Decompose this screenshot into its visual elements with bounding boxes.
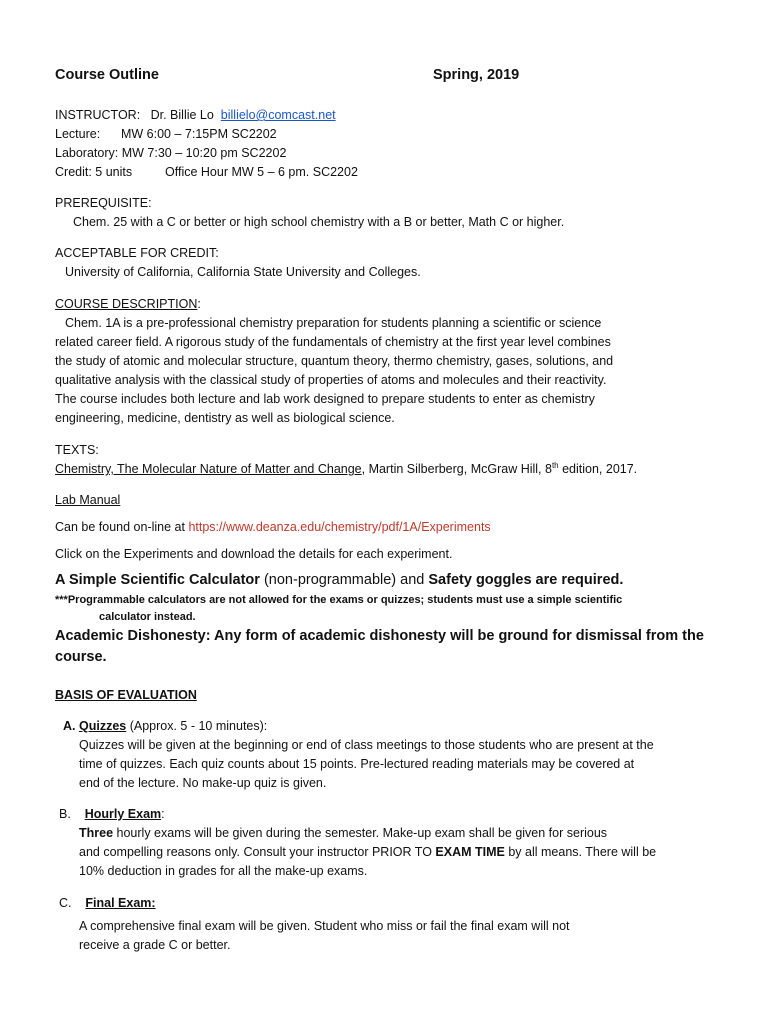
quizzes-line: Quizzes will be given at the beginning or end of class meetings to those students who are present at the <box>79 738 654 752</box>
acceptable-credit-heading: ACCEPTABLE FOR CREDIT <box>55 246 216 260</box>
prerequisite-text: Chem. 25 with a C or better or high school chemistry with a B or better, Math C or higher. <box>73 215 565 229</box>
hourly-exam-line <box>55 843 730 862</box>
dishonesty-text: : Any form of academic dishonesty will be ground for dismissal from the <box>205 628 704 644</box>
final-exam-section <box>55 894 730 955</box>
office-hour: Office Hour MW 5 – 6 pm. SC2202 <box>165 165 358 179</box>
experiments-note: Click on the Experiments and download the details for each experiment. <box>55 547 453 561</box>
textbook-edition: edition, 2017. <box>558 462 638 476</box>
hourly-exam-line: 10% deduction in grades for all the make-up exams. <box>79 864 368 878</box>
lecture-value: MW 6:00 – 7:15PM SC2202 <box>121 127 277 141</box>
quizzes-line: time of quizzes. Each quiz counts about 15 points. Pre-lectured reading materials may be covered at <box>79 757 635 771</box>
goggles-required: Safety goggles are required. <box>428 572 624 588</box>
course-info <box>55 106 730 182</box>
term-label: Spring, 2019 <box>433 67 520 83</box>
texts-section: TEXTS: Chemistry, The Molecular Nature of Matter and Change, Martin Silberberg, McGraw Hill, 8th edition, 2017. <box>55 441 730 479</box>
lab-manual-section <box>55 491 730 510</box>
instructor-name: Dr. Billie Lo <box>150 108 214 122</box>
dishonesty-text-end: course. <box>55 649 107 665</box>
calculator-title: A Simple Scientific Calculator <box>55 572 260 588</box>
description-line: engineering, medicine, dentistry as well as biological science. <box>55 411 395 425</box>
lab-label: Laboratory: <box>55 146 119 160</box>
final-exam-line: A comprehensive final exam will be given. Student who miss or fail the final exam will not <box>79 919 570 933</box>
hourly-exam-text: hourly exams will be given during the semester. Make-up exam shall be given for serious <box>113 826 608 840</box>
hourly-exam-marker: B. <box>59 807 71 821</box>
evaluation-heading-block <box>55 686 730 705</box>
lab-value: MW 7:30 – 10:20 pm SC2202 <box>121 146 287 160</box>
quizzes-title: Quizzes <box>78 719 127 733</box>
description-line: the study of atomic and molecular structure, quantum theory, thermo chemistry, gases, solutions, and <box>55 354 614 368</box>
description-line: The course includes both lecture and lab work designed to prepare students to enter as chemistry <box>55 392 595 406</box>
lab-manual-heading: Lab Manual <box>55 493 121 507</box>
prerequisite-heading: PREREQUISITE <box>55 196 149 210</box>
calculator-normal: (non-programmable) and <box>259 572 429 588</box>
description-line: qualitative analysis with the classical study of properties of atoms and molecules and their reactivity. <box>55 373 607 387</box>
description-line: related career field. A rigorous study of the fundamentals of chemistry at the first year level combines <box>55 335 611 349</box>
textbook-author: , Martin Silberberg, McGraw Hill, 8 <box>361 462 552 476</box>
hourly-exam-text: and compelling reasons only. Consult your instructor PRIOR TO <box>79 845 436 859</box>
prerequisite-section: PREREQUISITE: Chem. 25 with a C or better or high school chemistry with a B or better, Math C or higher. <box>55 194 730 232</box>
evaluation-heading: BASIS OF EVALUATION <box>55 688 197 702</box>
quizzes-section <box>55 717 730 793</box>
description-line: Chem. 1A is a pre-professional chemistry preparation for students planning a scientific or science <box>65 316 602 330</box>
course-description-section: COURSE DESCRIPTION: Chem. 1A is a pre-professional chemistry preparation for students planning a scientific or science related career field. A rigorous study of the fundamentals of chemistry at the first year level combines the study of atomic and molecular structure, quantum theory, thermo chemistry, gases, solutions, and qualitative analysis with the classical study of properties of atoms and molecules and their reactivity. The course includes both lecture and lab work designed to prepare students to enter as chemistry engineering, medicine, dentistry as well as biological science. <box>55 295 730 428</box>
dishonesty-label: Academic Dishonesty <box>55 628 206 644</box>
hourly-exam-section <box>55 805 730 881</box>
instructor-line <box>55 106 730 125</box>
title-row <box>55 66 730 88</box>
final-exam-marker: C. <box>59 896 72 910</box>
calculator-note-line: calculator instead. <box>99 611 196 623</box>
edition-superscript: th <box>551 460 559 470</box>
course-description-heading: COURSE DESCRIPTION <box>55 297 198 311</box>
lab-line <box>55 144 730 163</box>
lecture-line <box>55 125 730 144</box>
experiments-note-section <box>55 545 730 564</box>
three-label: Three <box>79 826 114 840</box>
experiments-url-link[interactable]: https://www.deanza.edu/chemistry/pdf/1A/Experiments <box>188 520 491 534</box>
hourly-exam-colon: : <box>161 807 165 821</box>
online-line <box>55 518 730 537</box>
final-exam-line: receive a grade C or better. <box>79 938 231 952</box>
credit-line <box>55 163 730 182</box>
calculator-note <box>55 592 730 626</box>
instructor-label: INSTRUCTOR: <box>55 108 141 122</box>
online-prefix: Can be found on-line at <box>55 520 189 534</box>
exam-time-label: EXAM TIME <box>435 845 505 859</box>
instructor-email-link[interactable]: billielo@comcast.net <box>220 108 336 122</box>
hourly-exam-text: by all means. There will be <box>504 845 657 859</box>
calculator-requirement <box>55 570 730 591</box>
acceptable-credit-text: University of California, California State University and Colleges. <box>65 265 421 279</box>
online-section <box>55 518 730 537</box>
textbook-line <box>55 460 730 479</box>
academic-dishonesty <box>55 626 730 668</box>
credit-label: Credit: 5 units <box>55 165 133 179</box>
quizzes-line: end of the lecture. No make-up quiz is given. <box>79 776 327 790</box>
calculator-note-line: ***Programmable calculators are not allowed for the exams or quizzes; students must use a simple scientific <box>55 594 623 606</box>
hourly-exam-title: Hourly Exam <box>84 807 162 821</box>
lecture-label: Lecture: <box>55 127 101 141</box>
acceptable-credit-section: ACCEPTABLE FOR CREDIT: University of California, California State University and Colleges. <box>55 244 730 282</box>
quizzes-marker: A. <box>63 719 76 733</box>
quizzes-duration: (Approx. 5 - 10 minutes): <box>126 719 268 733</box>
textbook-title: Chemistry, The Molecular Nature of Matter and Change <box>55 462 362 476</box>
page-title: Course Outline <box>55 67 159 83</box>
final-exam-title: Final Exam: <box>85 896 156 910</box>
hourly-exam-line <box>55 824 730 843</box>
texts-heading: TEXTS <box>55 443 96 457</box>
